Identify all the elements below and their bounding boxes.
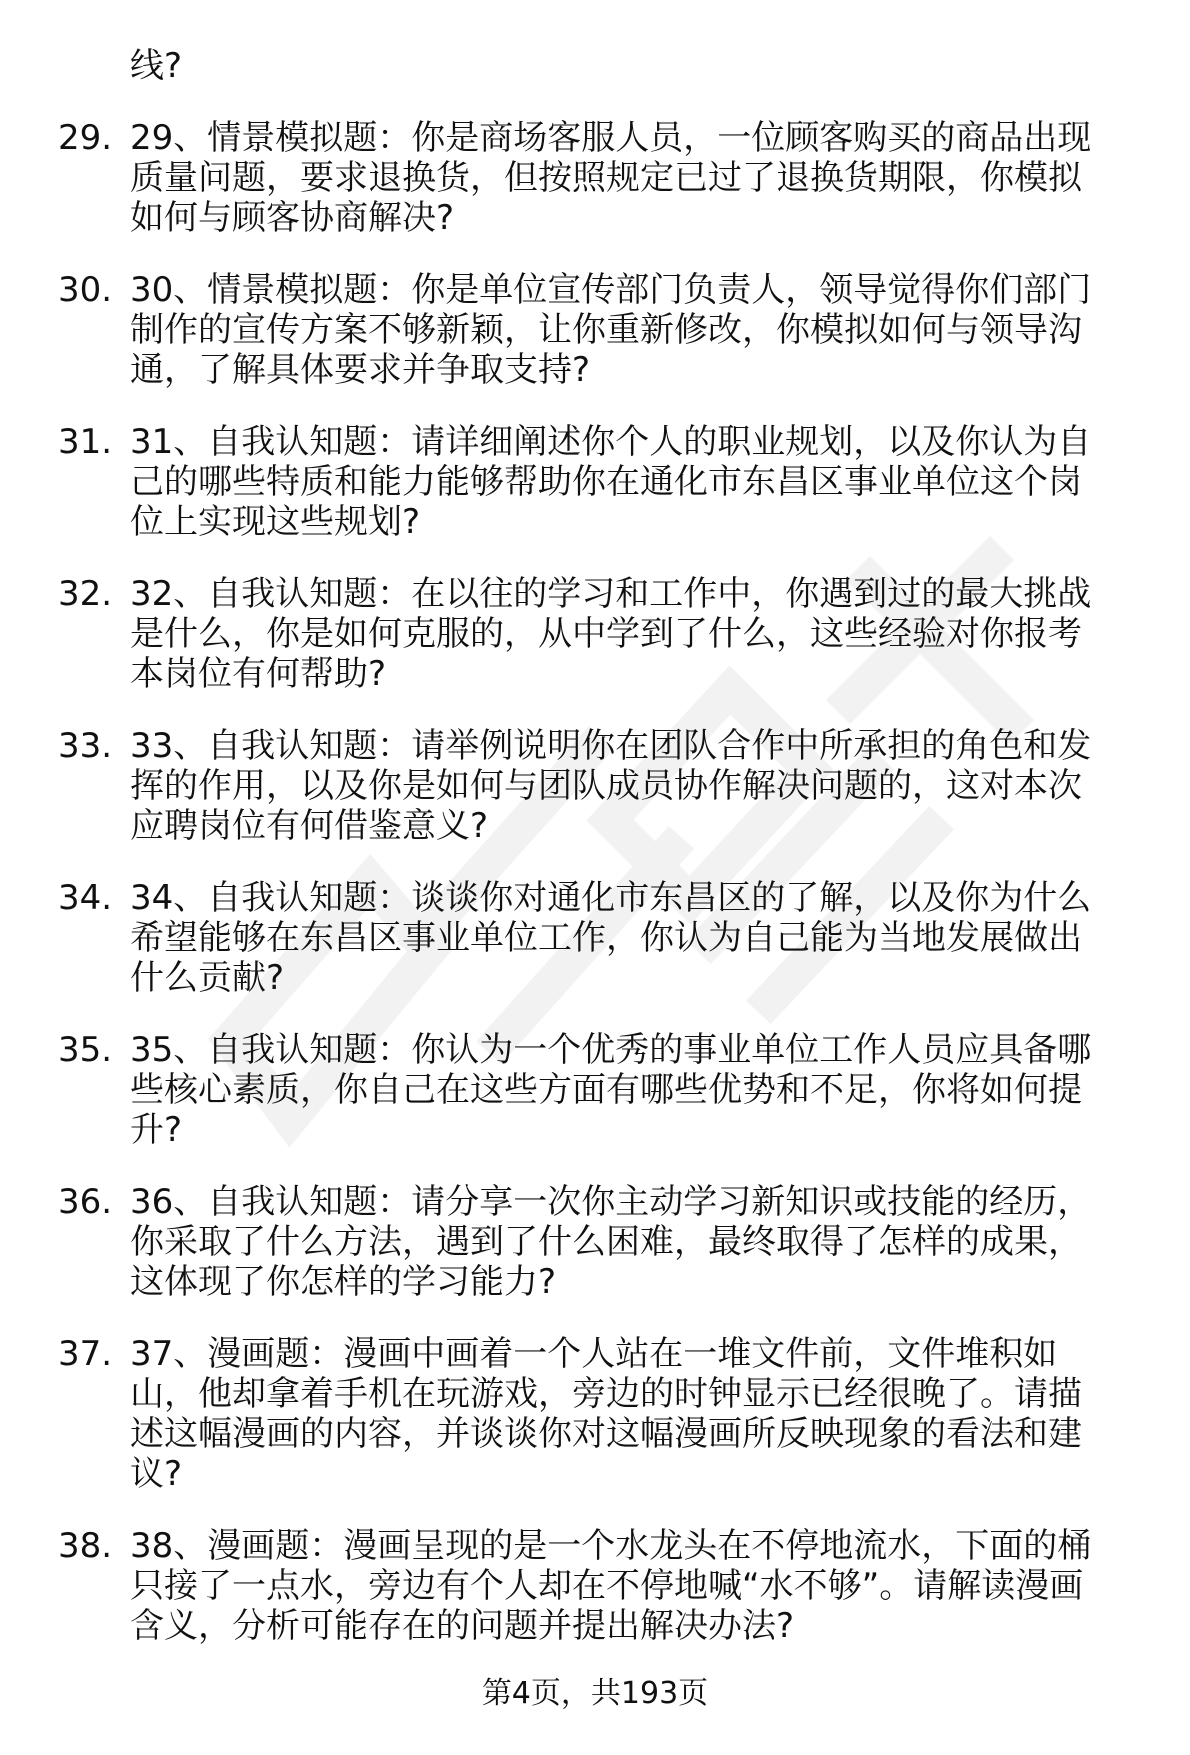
question-number: 29. [58, 118, 113, 158]
page-footer: 第4页，共193页 [481, 1676, 709, 1711]
question-text-line: 本岗位有何帮助? [130, 654, 387, 694]
question-text-line: 什么贡献? [130, 958, 285, 998]
question-text-line: 只接了一点水，旁边有个人却在不停地喊“水不够”。请解读漫画 [130, 1566, 1084, 1606]
question-text-line: 通，了解具体要求并争取支持? [130, 350, 591, 390]
question-text-line: 质量问题，要求退换货，但按照规定已过了退换货期限，你模拟 [130, 158, 1082, 198]
question-text-line: 37、漫画题：漫画中画着一个人站在一堆文件前，文件堆积如 [130, 1334, 1058, 1374]
question-text-line: 31、自我认知题：请详细阐述你个人的职业规划，以及你认为自 [130, 422, 1092, 462]
question-number: 38. [58, 1526, 113, 1566]
question-text-line: 29、情景模拟题：你是商场客服人员，一位顾客购买的商品出现 [130, 118, 1092, 158]
question-text-line: 你采取了什么方法，遇到了什么困难，最终取得了怎样的成果， [130, 1222, 1082, 1262]
question-text-line: 32、自我认知题：在以往的学习和工作中，你遇到过的最大挑战 [130, 574, 1092, 614]
question-number: 35. [58, 1030, 113, 1070]
question-number: 36. [58, 1182, 113, 1222]
question-text-line: 议? [130, 1454, 183, 1494]
question-text-line: 33、自我认知题：请举例说明你在团队合作中所承担的角色和发 [130, 726, 1092, 766]
question-text-line: 是什么，你是如何克服的，从中学到了什么，这些经验对你报考 [130, 614, 1082, 654]
question-text-line: 30、情景模拟题：你是单位宣传部门负责人，领导觉得你们部门 [130, 270, 1092, 310]
question-text-line: 山，他却拿着手机在玩游戏，旁边的时钟显示已经很晚了。请描 [130, 1374, 1082, 1414]
question-number: 30. [58, 270, 113, 310]
question-text-line: 36、自我认知题：请分享一次你主动学习新知识或技能的经历， [130, 1182, 1092, 1222]
question-text-line: 含义，分析可能存在的问题并提出解决办法? [130, 1606, 795, 1646]
question-number: 31. [58, 422, 113, 462]
continuation-line: 线? [130, 46, 183, 86]
question-text-line: 34、自我认知题：谈谈你对通化市东昌区的了解，以及你为什么 [130, 878, 1092, 918]
question-text-line: 述这幅漫画的内容，并谈谈你对这幅漫画所反映现象的看法和建 [130, 1414, 1082, 1454]
question-text-line: 制作的宣传方案不够新颖，让你重新修改，你模拟如何与领导沟 [130, 310, 1082, 350]
question-number: 37. [58, 1334, 113, 1374]
question-text-line: 挥的作用，以及你是如何与团队成员协作解决问题的，这对本次 [130, 766, 1082, 806]
question-number: 34. [58, 878, 113, 918]
question-number: 32. [58, 574, 113, 614]
question-number: 33. [58, 726, 113, 766]
question-text-line: 35、自我认知题：你认为一个优秀的事业单位工作人员应具备哪 [130, 1030, 1092, 1070]
question-text-line: 希望能够在东昌区事业单位工作，你认为自己能为当地发展做出 [130, 918, 1082, 958]
question-text-line: 些核心素质，你自己在这些方面有哪些优势和不足，你将如何提 [130, 1070, 1082, 1110]
question-text-line: 位上实现这些规划? [130, 502, 421, 542]
question-text-line: 升? [130, 1110, 183, 1150]
question-text-line: 这体现了你怎样的学习能力? [130, 1262, 557, 1302]
question-text-line: 己的哪些特质和能力能够帮助你在通化市东昌区事业单位这个岗 [130, 462, 1082, 502]
question-text-line: 如何与顾客协商解决? [130, 198, 455, 238]
question-text-line: 应聘岗位有何借鉴意义? [130, 806, 489, 846]
question-text-line: 38、漫画题：漫画呈现的是一个水龙头在不停地流水，下面的桶 [130, 1526, 1092, 1566]
